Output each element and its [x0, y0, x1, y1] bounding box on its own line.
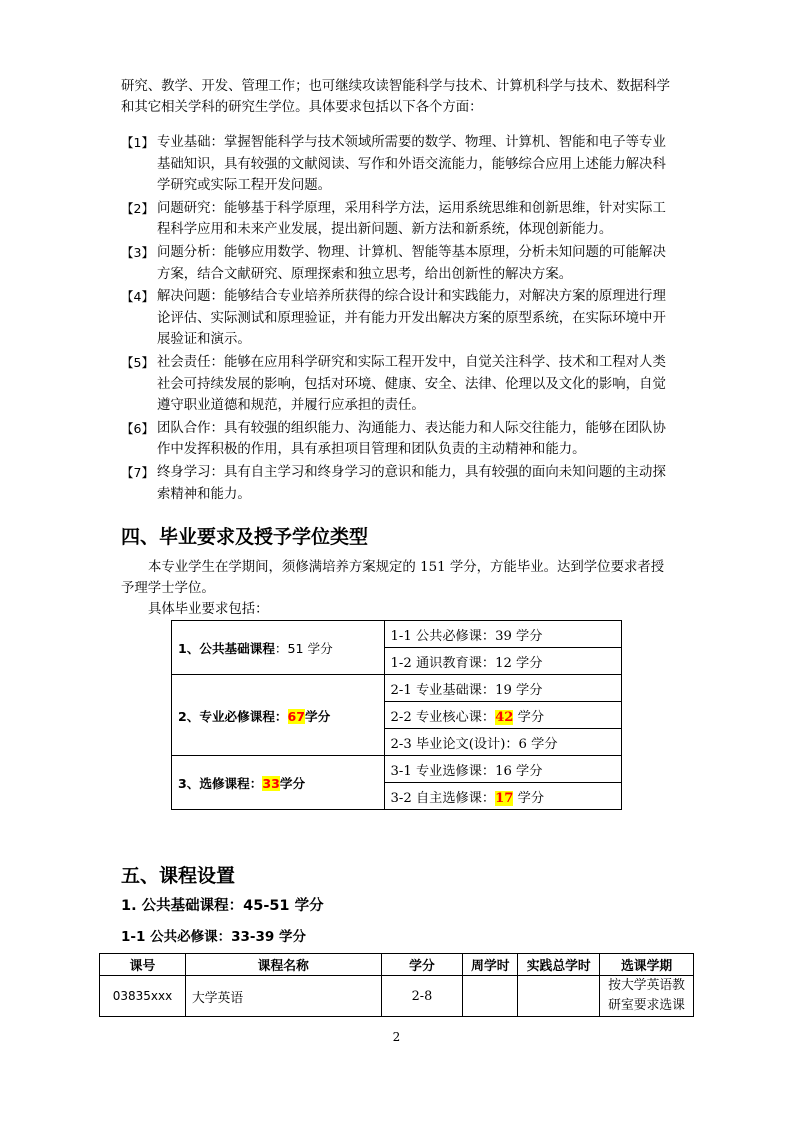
requirement-item — [121, 352, 677, 417]
requirement-text: 解决问题：能够结合专业培养所获得的综合设计和实践能力，对解决方案的原理进行理论评估、实际测试和原理验证，并有能力开发出解决方案的原型系统，在实际环境中开展验证和演示。 — [157, 289, 666, 348]
requirement-number: 【4】 — [121, 289, 154, 305]
requirement-text: 问题研究：能够基于科学原理，采用科学方法，运用系统思维和创新思维，针对实际工程科学应用和未来产业发展，提出新问题、新方法和新系统，体现创新能力。 — [157, 200, 666, 238]
course-term: 按大学英语教研室要求选课 — [600, 976, 694, 1017]
requirements-list — [121, 132, 677, 506]
section5-subheading: 1. 公共基础课程：45-51 学分 — [121, 898, 324, 914]
requirement-number: 【2】 — [121, 200, 154, 216]
header-term: 选课学期 — [600, 954, 694, 976]
course-credits: 2-8 — [381, 976, 463, 1017]
category-credits: ：51 学分 — [274, 641, 333, 656]
course-practice-hours — [518, 976, 600, 1017]
section5-subsubheading: 1-1 公共必修课：33-39 学分 — [121, 929, 306, 945]
requirement-text: 社会责任：能够在应用科学研究和实际工程开发中，自觉关注科学、技术和工程对人类社会可持续发展的影响，包括对环境、健康、安全、法律、伦理以及文化的影响，自觉遵守职业道德和规范，并履行应承担的责任。 — [157, 354, 666, 414]
row-label: 3-2 自主选修课： — [390, 790, 496, 806]
course-weekly-hours — [463, 976, 518, 1017]
header-course-name: 课程名称 — [185, 954, 381, 976]
highlighted-credits: 42 — [495, 709, 514, 725]
requirement-text: 问题分析：能够应用数学、物理、计算机、智能等基本原理，分析未知问题的可能解决方案，结合文献研究、原理探索和独立思考，给出创新性的解决方案。 — [157, 244, 666, 282]
row-label: 2-2 专业核心课： — [390, 709, 496, 725]
course-table — [99, 953, 694, 1017]
credits-unit: 学分 — [305, 708, 331, 724]
course-name: 大学英语 — [185, 976, 381, 1017]
requirement-number: 【7】 — [121, 464, 154, 480]
credits-unit: 学分 — [517, 790, 545, 806]
credits-unit: 学分 — [517, 709, 545, 725]
requirement-text: 终身学习：具有自主学习和终身学习的意识和能力，具有较强的面向未知问题的主动探索精神和能力。 — [157, 464, 666, 502]
category-major-required — [172, 675, 385, 756]
intro-paragraph: 研究、教学、开发、管理工作；也可继续攻读智能科学与技术、计算机科学与技术、数据科学和其它相关学科的研究生学位。具体要求包括以下各个方面： — [121, 79, 671, 115]
header-course-code: 课号 — [100, 954, 186, 976]
requirement-item — [121, 286, 677, 351]
page-number: 2 — [392, 1030, 401, 1044]
graduation-requirements-table — [171, 620, 622, 810]
requirement-number: 【3】 — [121, 244, 154, 260]
section4-paragraph: 本专业学生在学期间，须修满培养方案规定的 151 学分，方能毕业。达到学位要求者授予理学士学位。 — [121, 560, 665, 596]
highlighted-credits: 67 — [287, 708, 306, 724]
row-2-2 — [384, 702, 621, 729]
highlighted-credits: 17 — [495, 790, 514, 806]
credits-unit: 学分 — [279, 776, 306, 791]
category-public-basic — [172, 621, 385, 675]
section4-heading: 四、毕业要求及授予学位类型 — [121, 526, 369, 548]
category-label: 2、专业必修课程： — [178, 708, 288, 724]
category-label: 1、公共基础课程 — [178, 641, 275, 656]
row-2-3: 2-3 毕业论文(设计)：6 学分 — [384, 729, 621, 756]
category-label: 3、选修课程： — [178, 776, 263, 791]
section5-heading: 五、课程设置 — [121, 865, 236, 887]
requirement-text: 团队合作：具有较强的组织能力、沟通能力、表达能力和人际交往能力，能够在团队协作中发挥积极的作用，具有承担项目管理和团队负责的主动精神和能力。 — [157, 420, 666, 458]
row-2-1: 2-1 专业基础课：19 学分 — [384, 675, 621, 702]
category-elective — [172, 756, 385, 810]
course-table-header — [100, 954, 694, 976]
requirement-item — [121, 132, 677, 197]
row-1-1: 1-1 公共必修课：39 学分 — [384, 621, 621, 648]
row-3-2 — [384, 783, 621, 810]
section4-paragraph-2: 具体毕业要求包括： — [148, 602, 269, 617]
requirement-item — [121, 418, 677, 461]
row-1-2: 1-2 通识教育课：12 学分 — [384, 648, 621, 675]
highlighted-credits: 33 — [262, 776, 280, 791]
requirement-item — [121, 242, 677, 285]
table-row — [100, 976, 694, 1017]
header-credits: 学分 — [381, 954, 463, 976]
requirement-item — [121, 462, 677, 505]
header-weekly-hours: 周学时 — [463, 954, 518, 976]
requirement-number: 【6】 — [121, 420, 154, 436]
requirement-number: 【1】 — [121, 135, 154, 150]
requirement-item — [121, 198, 677, 241]
requirement-text: 专业基础：掌握智能科学与技术领域所需要的数学、物理、计算机、智能和电子等专业基础知识，具有较强的文献阅读、写作和外语交流能力，能够综合应用上述能力解决科学研究或实际工程开发问题。 — [157, 135, 666, 194]
header-practice-hours: 实践总学时 — [518, 954, 600, 976]
course-code: 03835xxx — [100, 976, 186, 1017]
requirement-number: 【5】 — [121, 354, 154, 370]
row-3-1: 3-1 专业选修课：16 学分 — [384, 756, 621, 783]
